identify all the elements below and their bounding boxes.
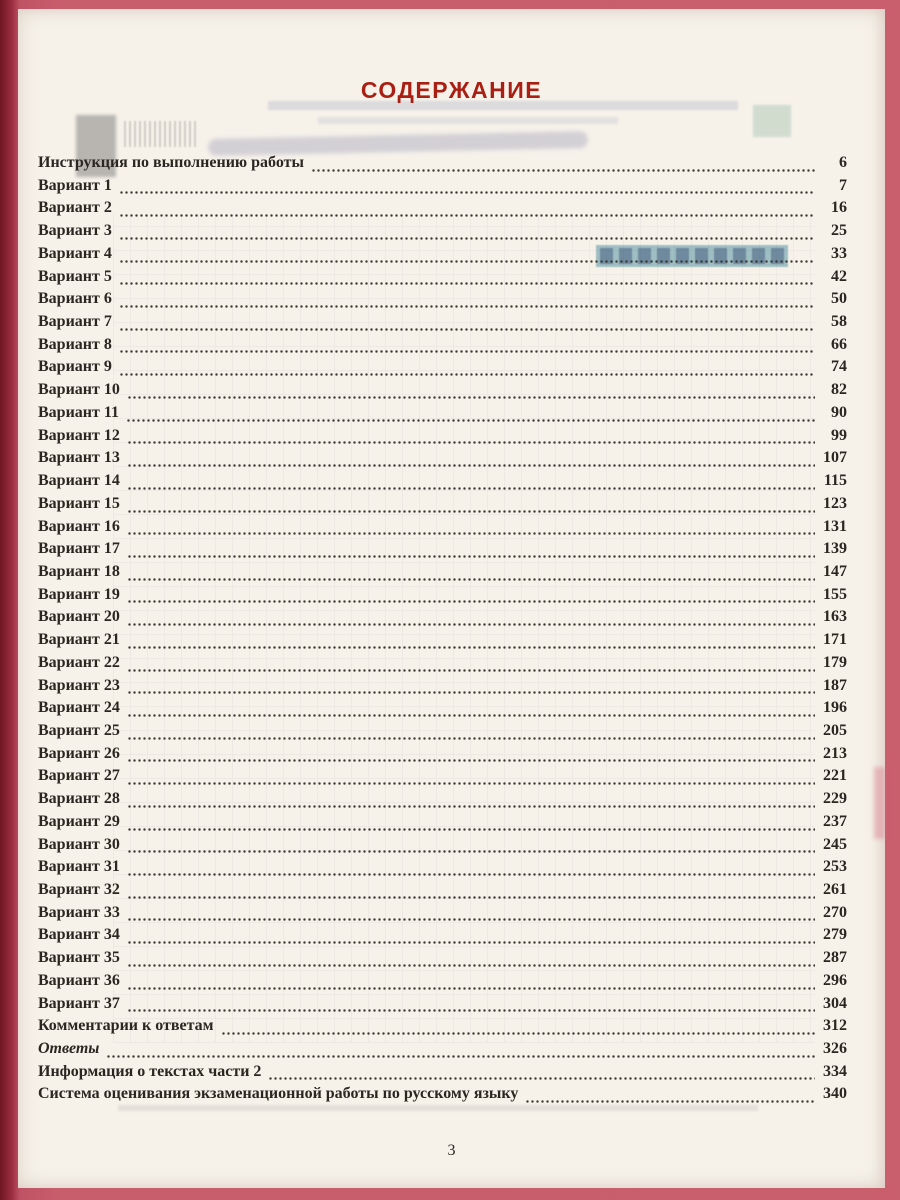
dot-leader: [127, 427, 815, 450]
toc-entry-label: Вариант 2: [38, 199, 112, 217]
toc-entry: [38, 881, 847, 904]
toc-entry-page: 147: [823, 562, 847, 580]
toc-entry-page: 99: [831, 426, 847, 444]
dot-leader: [127, 767, 815, 790]
toc-entry: [38, 518, 847, 541]
page-number: 3: [447, 1142, 456, 1159]
toc-entry-page: 253: [823, 858, 847, 876]
toc-entry-label: Вариант 28: [38, 790, 120, 808]
toc-entry-label: Комментарии к ответам: [38, 1017, 214, 1035]
toc-entry-label: Вариант 7: [38, 313, 112, 331]
toc-entry-page: 229: [823, 790, 847, 808]
toc-entry-label: Вариант 10: [38, 381, 120, 399]
toc-entry: [38, 222, 847, 245]
toc-entry-page: 287: [823, 949, 847, 967]
dot-leader: [127, 722, 815, 745]
dot-leader: [127, 449, 815, 472]
dot-leader: [119, 290, 815, 313]
toc-entry-page: 107: [823, 449, 847, 467]
toc-entry-page: 261: [823, 881, 847, 898]
dot-leader: [127, 518, 815, 541]
toc-entry: [38, 586, 847, 609]
toc-entry-page: 155: [823, 585, 847, 603]
dot-leader: [127, 904, 815, 927]
toc-entry-page: 25: [831, 222, 847, 240]
toc-entry-page: 171: [823, 631, 847, 649]
toc-entry-label: Вариант 29: [38, 812, 120, 830]
toc-entry-page: 16: [831, 199, 847, 217]
toc-entry-label: Информация о текстах части 2: [38, 1062, 262, 1080]
dot-leader: [127, 881, 815, 904]
toc-entry-label: Вариант 17: [38, 540, 120, 558]
toc-entry-label: Вариант 12: [38, 426, 120, 444]
dot-leader: [127, 495, 815, 518]
toc-entry: [38, 563, 847, 586]
toc-entry-page: 296: [823, 971, 847, 989]
toc-entry: [38, 449, 847, 472]
toc-entry-label: Вариант 16: [38, 517, 120, 535]
toc-entry-label: Вариант 32: [38, 881, 120, 898]
dot-leader: [127, 472, 815, 495]
toc-entry-page: 187: [823, 676, 847, 694]
toc-entry-page: 6: [839, 154, 847, 171]
toc-entry: [38, 1017, 847, 1040]
dot-leader: [127, 949, 815, 972]
toc-entry-label: Система оценивания экзаменационной работы по русскому языку: [38, 1085, 519, 1103]
toc-entry: [38, 813, 847, 836]
toc-entry-page: 74: [831, 358, 847, 376]
toc-entry-label: Вариант 31: [38, 858, 120, 876]
dot-leader: [127, 699, 815, 722]
toc-entry: [38, 290, 847, 313]
toc-entry-page: 245: [823, 835, 847, 853]
toc-entry-page: 334: [823, 1062, 847, 1080]
toc-entry-label: Вариант 9: [38, 358, 112, 376]
toc-entry: [38, 154, 847, 177]
toc-entry-label: Вариант 15: [38, 494, 120, 512]
toc-entry-label: Вариант 8: [38, 335, 112, 353]
dot-leader: [127, 608, 815, 631]
dot-leader: [127, 540, 815, 563]
toc-entry-page: 221: [823, 767, 847, 785]
dot-leader: [119, 313, 815, 336]
toc-entry: [38, 949, 847, 972]
toc-entry: [38, 336, 847, 359]
toc-entry-label: Вариант 11: [38, 403, 119, 421]
toc-entry: [38, 495, 847, 518]
dot-leader: [127, 813, 815, 836]
dot-leader: [127, 790, 815, 813]
toc-entry-label: Вариант 24: [38, 699, 120, 717]
toc-entry-label: Вариант 27: [38, 767, 120, 785]
toc-entry: [38, 767, 847, 790]
toc-entry: [38, 904, 847, 927]
toc-entry: [38, 313, 847, 336]
toc-entry-page: 340: [823, 1085, 847, 1103]
toc-entry-page: 237: [823, 812, 847, 830]
toc-entry-label: Вариант 37: [38, 994, 120, 1012]
book-page: [18, 9, 885, 1188]
toc-entry-label: Вариант 20: [38, 608, 120, 626]
dot-leader: [525, 1085, 815, 1108]
toc-entry-page: 131: [823, 517, 847, 535]
toc-entry-label: Вариант 34: [38, 926, 120, 944]
toc-entry-label: Вариант 21: [38, 631, 120, 649]
dot-leader: [119, 268, 815, 291]
toc-entry-label: Вариант 26: [38, 744, 120, 762]
toc-entry: [38, 790, 847, 813]
toc-entry: [38, 745, 847, 768]
toc-entry: [38, 540, 847, 563]
toc-entry: [38, 995, 847, 1018]
dot-leader: [119, 336, 815, 359]
toc-entry: [38, 381, 847, 404]
toc-entry: [38, 358, 847, 381]
dot-leader: [127, 631, 815, 654]
toc-entry-label: Вариант 19: [38, 585, 120, 603]
toc-entry: [38, 245, 847, 268]
scan-pink-smudge: [874, 767, 885, 839]
showthrough-barcode: [124, 121, 196, 147]
page-title: СОДЕРЖАНИЕ: [360, 77, 543, 103]
toc-entry-label: Вариант 23: [38, 676, 120, 694]
toc-entry: [38, 472, 847, 495]
toc-entry-label: Вариант 18: [38, 562, 120, 580]
toc-entry-page: 326: [823, 1040, 847, 1058]
dot-leader: [127, 563, 815, 586]
dot-leader: [127, 836, 815, 859]
dot-leader: [119, 245, 815, 268]
showthrough-logo: [753, 105, 791, 137]
toc-entry: [38, 268, 847, 291]
toc-entry-page: 42: [831, 267, 847, 285]
toc-entry: [38, 608, 847, 631]
toc-entry: [38, 177, 847, 200]
toc-entry-page: 82: [831, 381, 847, 399]
toc-entry: [38, 722, 847, 745]
toc-entry-label: Вариант 35: [38, 949, 120, 967]
dot-leader: [126, 404, 815, 427]
toc-list: [38, 154, 847, 1108]
toc-entry-label: Вариант 14: [38, 472, 120, 490]
toc-entry-page: 279: [823, 926, 847, 944]
toc-entry: [38, 404, 847, 427]
dot-leader: [311, 154, 815, 177]
toc-entry-page: 7: [839, 176, 847, 194]
showthrough-header-line-2: [318, 117, 618, 124]
dot-leader: [127, 654, 815, 677]
toc-entry-label: Вариант 13: [38, 449, 120, 467]
toc-entry-page: 270: [823, 903, 847, 921]
toc-entry-label: Ответы: [38, 1040, 100, 1058]
toc-entry-label: Вариант 22: [38, 653, 120, 671]
showthrough-script-title: [208, 131, 588, 156]
toc-entry-page: 312: [823, 1017, 847, 1035]
toc-entry: [38, 1063, 847, 1086]
dot-leader: [127, 381, 815, 404]
toc-entry: [38, 926, 847, 949]
dot-leader: [268, 1063, 815, 1086]
dot-leader: [127, 926, 815, 949]
dot-leader: [127, 972, 815, 995]
toc-entry-page: 33: [831, 244, 847, 262]
toc-entry-label: Вариант 3: [38, 222, 112, 240]
dot-leader: [119, 199, 815, 222]
toc-entry: [38, 427, 847, 450]
toc-entry: [38, 654, 847, 677]
toc-entry: [38, 1085, 847, 1108]
toc-entry-page: 90: [831, 403, 847, 421]
toc-entry-label: Инструкция по выполнению работы: [38, 154, 304, 171]
dot-leader: [106, 1040, 815, 1063]
dot-leader: [127, 745, 815, 768]
toc-entry-page: 163: [823, 608, 847, 626]
toc-entry-label: Вариант 5: [38, 267, 112, 285]
dot-leader: [127, 677, 815, 700]
toc-entry-label: Вариант 1: [38, 176, 112, 194]
toc-entry-page: 66: [831, 335, 847, 353]
toc-entry-page: 139: [823, 540, 847, 558]
toc-entry-page: 179: [823, 653, 847, 671]
toc-entry-label: Вариант 33: [38, 903, 120, 921]
toc-entry-page: 205: [823, 721, 847, 739]
dot-leader: [127, 586, 815, 609]
toc-entry: [38, 858, 847, 881]
toc-entry: [38, 1040, 847, 1063]
toc-entry-page: 304: [823, 994, 847, 1012]
dot-leader: [221, 1017, 815, 1040]
toc-entry-page: 58: [831, 313, 847, 331]
dot-leader: [119, 222, 815, 245]
toc-entry-label: Вариант 30: [38, 835, 120, 853]
toc-entry: [38, 199, 847, 222]
toc-entry-label: Вариант 6: [38, 290, 112, 308]
toc-entry: [38, 836, 847, 859]
toc-entry-label: Вариант 25: [38, 721, 120, 739]
toc-entry: [38, 699, 847, 722]
toc-entry-label: Вариант 36: [38, 971, 120, 989]
toc-entry-page: 123: [823, 494, 847, 512]
toc-entry-page: 50: [831, 290, 847, 308]
toc-entry-page: 115: [823, 472, 847, 490]
toc-entry: [38, 972, 847, 995]
toc-entry-page: 213: [823, 744, 847, 762]
dot-leader: [119, 177, 815, 200]
dot-leader: [127, 995, 815, 1018]
toc-entry-label: Вариант 4: [38, 244, 112, 262]
toc-entry: [38, 631, 847, 654]
toc-entry-page: 196: [823, 699, 847, 717]
toc-entry: [38, 677, 847, 700]
dot-leader: [119, 358, 815, 381]
dot-leader: [127, 858, 815, 881]
